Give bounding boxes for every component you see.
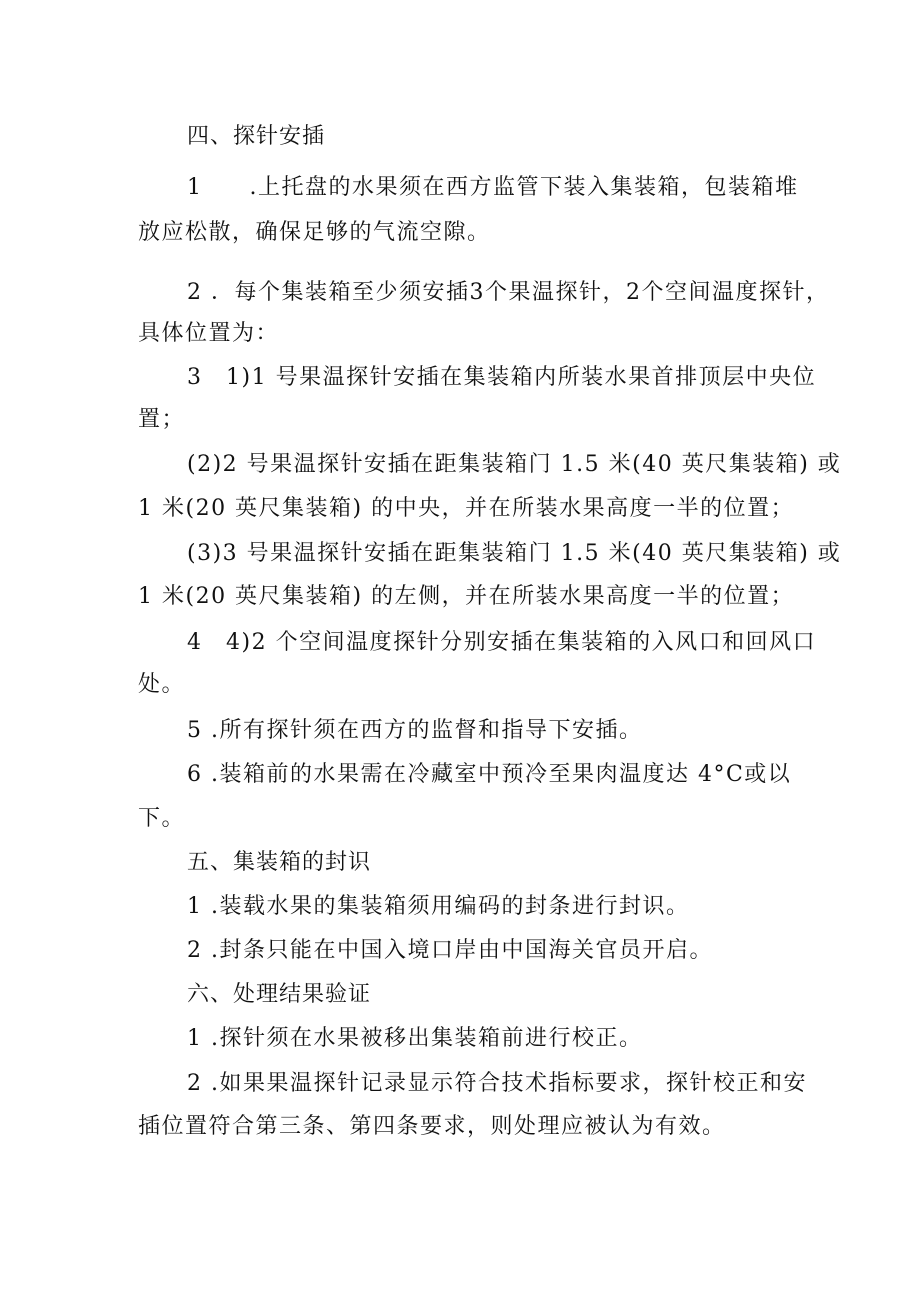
paragraph-line: 2 .封条只能在中国入境口岸由中国海关官员开启。 [187, 938, 713, 963]
paragraph-line: 插位置符合第三条、第四条要求，则处理应被认为有效。 [138, 1114, 726, 1139]
paragraph-line: (2)2 号果温探针安插在距集装箱门 1.5 米(40 英尺集装箱) 或 [187, 452, 842, 477]
paragraph-line: 2 .如果果温探针记录显示符合技术指标要求，探针校正和安 [187, 1071, 807, 1096]
paragraph-line: 5 .所有探针须在西方的监督和指导下安插。 [187, 718, 643, 743]
paragraph-line: 下。 [138, 806, 186, 831]
paragraph-line: 1 .探针须在水果被移出集装箱前进行校正。 [187, 1026, 643, 1051]
paragraph-line: 4 4)2 个空间温度探针分别安插在集装箱的入风口和回风口 [187, 630, 817, 655]
paragraph-line: 2 ．每个集装箱至少须安插3个果温探针，2个空间温度探针， [187, 280, 830, 305]
paragraph-line: 1 .装载水果的集装箱须用编码的封条进行封识。 [187, 894, 690, 919]
paragraph-line: 放应松散，确保足够的气流空隙。 [138, 220, 491, 245]
paragraph-line: 具体位置为： [138, 321, 280, 346]
paragraph-line: (3)3 号果温探针安插在距集装箱门 1.5 米(40 英尺集装箱) 或 [187, 541, 842, 566]
paragraph-line: 1 米(20 英尺集装箱) 的左侧，并在所装水果高度一半的位置； [138, 584, 795, 609]
paragraph-line: 6 .装箱前的水果需在冷藏室中预冷至果肉温度达 4°C或以 [187, 762, 792, 787]
paragraph-line: 1 米(20 英尺集装箱) 的中央，并在所装水果高度一半的位置； [138, 496, 795, 521]
paragraph-line: 处。 [138, 672, 186, 697]
paragraph-line: 置； [138, 407, 186, 432]
paragraph-line: 1 .上托盘的水果须在西方监管下装入集装箱，包装箱堆 [187, 175, 799, 200]
section-heading-container-seal: 五、集装箱的封识 [187, 850, 372, 875]
paragraph-line: 3 1)1 号果温探针安插在集装箱内所装水果首排顶层中央位 [187, 365, 817, 390]
section-heading-probe-insertion: 四、探针安插 [187, 124, 326, 149]
section-heading-result-verification: 六、处理结果验证 [187, 982, 372, 1007]
